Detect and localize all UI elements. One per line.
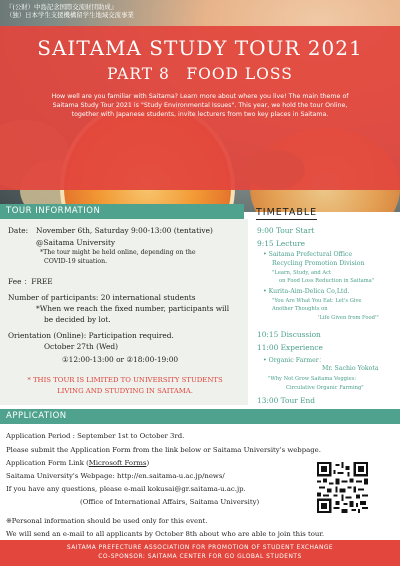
university-webpage[interactable]: Saitama University's Webpage: http://en.saitama-u.ac.jp/news/	[6, 472, 225, 480]
hero-banner	[0, 0, 400, 212]
page-subtitle: PART 8 FOOD LOSS	[107, 65, 293, 83]
privacy-note: ※Personal information should be used only for this event.	[6, 517, 208, 525]
timetable-end: 13:00 Tour End	[257, 396, 315, 405]
intro-text	[12, 92, 388, 120]
lottery-note-1: *When we reach the fixed number, participants will	[36, 304, 230, 313]
orientation-times: ①12:00-13:00 or ②18:00-19:00	[62, 355, 179, 364]
lecture-1-org: • Saitama Prefectural Office	[263, 251, 353, 258]
application-heading: APPLICATION	[0, 409, 400, 424]
application-period: Application Period : September 1st to October 3rd.	[6, 432, 185, 440]
experience-title-1: "Why Not Grow Saitama Veggies:	[268, 376, 357, 382]
application-form-line	[6, 459, 149, 468]
intro-line: How well are you familiar with Saitama? Learn more about where you live! The main theme of	[51, 93, 349, 100]
lecture-2-title-2: Another Thoughts on	[272, 306, 328, 312]
sponsor-line-1: 『(公財）中島記念国際交流財団助成』	[6, 3, 118, 11]
notification-notice: We will send an e-mail to all applicants by October 8th about who are able to join this tour.	[6, 530, 325, 538]
microsoft-forms-link[interactable]: Microsoft Forms	[88, 459, 147, 467]
timetable-experience: 11:00 Experience	[257, 343, 323, 352]
lecture-1-title-2: on Food Loss Reduction in Saitama"	[279, 278, 375, 284]
qr-code-icon[interactable]	[317, 462, 368, 513]
footer-organizer: SAITAMA PREFECTURE ASSOCIATION FOR PROMOTION OF STUDENT EXCHANGE	[66, 545, 334, 551]
footer-cosponsor: CO-SPONSOR: SAITAMA CENTER FOR GO GLOBAL STUDENTS	[98, 554, 302, 560]
venue: @Saitama University	[36, 238, 116, 247]
intro-line: Saitama Study Tour 2021 is "Study Environmental Issues". This year, we hold the tour Online,	[52, 102, 348, 110]
fee: Fee ：FREE	[8, 277, 53, 286]
page-title: SAITAMA STUDY TOUR 2021	[37, 36, 363, 60]
lottery-note-2: be decided by lot.	[44, 315, 111, 324]
tour-info-panel	[0, 219, 248, 405]
orientation-date: October 27th (Wed)	[44, 342, 118, 351]
timetable-start: 9:00 Tour Start	[257, 226, 315, 235]
timetable-discussion: 10:15 Discussion	[257, 330, 321, 339]
experience-farmer-name: Mr. Sachio Yokota	[322, 365, 379, 372]
lecture-2-org: • Kurita-Aim-Delica Co,Ltd.	[263, 288, 350, 295]
lecture-1-division: Recycling Promotion Division	[272, 260, 365, 267]
timetable-heading: TIMETABLE	[256, 207, 318, 218]
form-link-prefix: Application Form Link (	[6, 459, 89, 467]
lecture-2-title-1: "You Are What You Eat: Let's Give	[272, 298, 362, 304]
sponsor-lines	[6, 3, 134, 19]
submit-instructions: Please submit the Application Form from the link below or Saitama University's webpage.	[6, 446, 321, 454]
intro-line: together with Japanese students, invite lecturers from two key places in Saitama.	[71, 111, 329, 119]
eligibility-notice-1: * THIS TOUR IS LIMITED TO UNIVERSITY STUDENTS	[27, 376, 223, 384]
footer-band	[0, 540, 400, 566]
online-note-2: COVID-19 situation.	[44, 258, 108, 265]
form-link-suffix: )	[146, 459, 150, 467]
timetable-lecture: 9:15 Lecture	[257, 239, 306, 248]
orientation: Orientation (Online): Participation required.	[8, 331, 174, 340]
online-note-1: *The tour might be held online, depending on the	[40, 249, 196, 256]
office-name: (Office of International Affairs, Saitama University)	[80, 498, 260, 506]
sponsor-line-2: （独）日本学生支援機構留学生地域交流事業	[6, 11, 134, 19]
date-label: Date:	[8, 226, 29, 235]
tour-info-heading: TOUR INFORMATION	[0, 204, 244, 219]
participants: Number of participants: 20 international students	[8, 293, 196, 302]
experience-host: • Organic Farmer：	[263, 357, 325, 364]
eligibility-notice-2: LIVING AND STUDYING IN SAITAMA.	[57, 387, 193, 395]
lecture-1-title-1: "Learn, Study, and Act	[272, 270, 332, 276]
experience-title-2: Circulative Organic Farming"	[286, 385, 364, 391]
contact-email[interactable]: If you have any questions, please e-mail kokusai@gr.saitama-u.ac.jp.	[6, 485, 246, 493]
date-value: November 6th, Saturday 9:00-13:00 (tentative)	[36, 226, 213, 235]
lecture-2-title-3: 'Life Given from Food'"	[318, 315, 379, 321]
